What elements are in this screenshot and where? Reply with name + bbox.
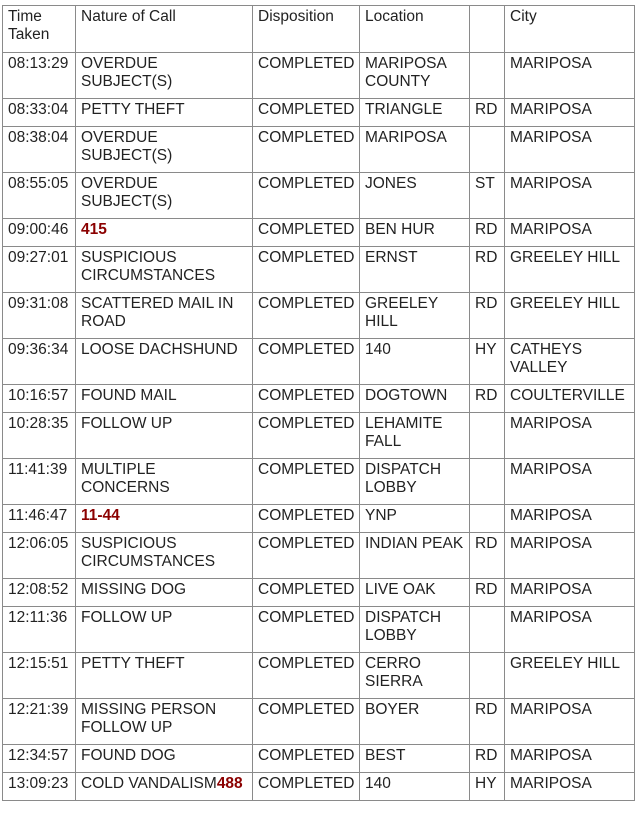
cell-disposition: COMPLETED <box>253 653 360 699</box>
cell-nature <box>76 773 253 801</box>
cell-location: LEHAMITE FALL <box>360 413 470 459</box>
cell-city: MARIPOSA <box>505 53 635 99</box>
cell-disposition: COMPLETED <box>253 127 360 173</box>
cell-suffix <box>470 127 505 173</box>
cell-time: 12:06:05 <box>3 533 76 579</box>
cell-nature <box>76 339 253 385</box>
nature-text: OVERDUE SUBJECT(S) <box>81 175 173 210</box>
cell-location: YNP <box>360 505 470 533</box>
cell-suffix: RD <box>470 579 505 607</box>
cell-disposition: COMPLETED <box>253 533 360 579</box>
cell-location: GREELEY HILL <box>360 293 470 339</box>
cell-city: MARIPOSA <box>505 579 635 607</box>
header-row <box>3 6 635 53</box>
cell-city: GREELEY HILL <box>505 247 635 293</box>
call-log-table <box>2 5 635 801</box>
nature-text: SCATTERED MAIL IN ROAD <box>81 295 234 330</box>
table-row <box>3 413 635 459</box>
call-code: 488 <box>216 775 243 792</box>
cell-disposition: COMPLETED <box>253 699 360 745</box>
cell-nature <box>76 127 253 173</box>
cell-suffix: RD <box>470 699 505 745</box>
cell-suffix <box>470 607 505 653</box>
cell-suffix: ST <box>470 173 505 219</box>
table-row <box>3 579 635 607</box>
header-location: Location <box>360 6 470 53</box>
cell-suffix: RD <box>470 385 505 413</box>
cell-disposition: COMPLETED <box>253 293 360 339</box>
cell-time: 12:08:52 <box>3 579 76 607</box>
cell-city: MARIPOSA <box>505 219 635 247</box>
nature-text: FOUND DOG <box>81 747 176 764</box>
header-suffix <box>470 6 505 53</box>
cell-city: MARIPOSA <box>505 773 635 801</box>
cell-nature <box>76 699 253 745</box>
cell-city: MARIPOSA <box>505 745 635 773</box>
cell-location: JONES <box>360 173 470 219</box>
cell-time: 11:41:39 <box>3 459 76 505</box>
table-row <box>3 533 635 579</box>
cell-disposition: COMPLETED <box>253 385 360 413</box>
cell-disposition: COMPLETED <box>253 99 360 127</box>
nature-text: PETTY THEFT <box>81 101 185 118</box>
table-row <box>3 505 635 533</box>
cell-city: MARIPOSA <box>505 173 635 219</box>
cell-city: MARIPOSA <box>505 607 635 653</box>
table-row <box>3 247 635 293</box>
cell-disposition: COMPLETED <box>253 339 360 385</box>
cell-nature <box>76 53 253 99</box>
cell-time: 13:09:23 <box>3 773 76 801</box>
cell-suffix <box>470 505 505 533</box>
cell-city: GREELEY HILL <box>505 653 635 699</box>
cell-suffix: HY <box>470 773 505 801</box>
cell-disposition: COMPLETED <box>253 219 360 247</box>
cell-location: DISPATCH LOBBY <box>360 607 470 653</box>
cell-disposition: COMPLETED <box>253 459 360 505</box>
header-city: City <box>505 6 635 53</box>
cell-time: 09:36:34 <box>3 339 76 385</box>
nature-text: SUSPICIOUS CIRCUMSTANCES <box>81 535 216 570</box>
table-row <box>3 99 635 127</box>
cell-nature <box>76 219 253 247</box>
cell-time: 08:38:04 <box>3 127 76 173</box>
cell-nature <box>76 607 253 653</box>
cell-city: GREELEY HILL <box>505 293 635 339</box>
cell-location: LIVE OAK <box>360 579 470 607</box>
table-row <box>3 173 635 219</box>
cell-suffix <box>470 459 505 505</box>
table-row <box>3 385 635 413</box>
cell-nature <box>76 385 253 413</box>
cell-suffix: RD <box>470 99 505 127</box>
table-row <box>3 773 635 801</box>
nature-text: OVERDUE SUBJECT(S) <box>81 55 173 90</box>
cell-location: BOYER <box>360 699 470 745</box>
cell-time: 08:55:05 <box>3 173 76 219</box>
cell-suffix <box>470 413 505 459</box>
cell-city: MARIPOSA <box>505 99 635 127</box>
cell-disposition: COMPLETED <box>253 247 360 293</box>
cell-disposition: COMPLETED <box>253 505 360 533</box>
cell-location: MARIPOSA <box>360 127 470 173</box>
cell-nature <box>76 653 253 699</box>
cell-time: 12:34:57 <box>3 745 76 773</box>
table-row <box>3 53 635 99</box>
cell-disposition: COMPLETED <box>253 579 360 607</box>
cell-suffix <box>470 53 505 99</box>
cell-nature <box>76 293 253 339</box>
cell-time: 09:27:01 <box>3 247 76 293</box>
table-row <box>3 745 635 773</box>
cell-location: BEST <box>360 745 470 773</box>
cell-location: 140 <box>360 339 470 385</box>
cell-nature <box>76 247 253 293</box>
table-row <box>3 293 635 339</box>
cell-disposition: COMPLETED <box>253 745 360 773</box>
table-row <box>3 607 635 653</box>
cell-suffix: HY <box>470 339 505 385</box>
nature-text: SUSPICIOUS CIRCUMSTANCES <box>81 249 216 284</box>
cell-time: 09:31:08 <box>3 293 76 339</box>
call-log <box>2 5 635 801</box>
table-row <box>3 699 635 745</box>
cell-time: 10:16:57 <box>3 385 76 413</box>
cell-time: 12:21:39 <box>3 699 76 745</box>
cell-nature <box>76 459 253 505</box>
cell-location: DOGTOWN <box>360 385 470 413</box>
cell-time: 11:46:47 <box>3 505 76 533</box>
cell-time: 10:28:35 <box>3 413 76 459</box>
cell-time: 09:00:46 <box>3 219 76 247</box>
cell-suffix: RD <box>470 219 505 247</box>
cell-disposition: COMPLETED <box>253 773 360 801</box>
header-nature: Nature of Call <box>76 6 253 53</box>
cell-nature <box>76 99 253 127</box>
cell-location: INDIAN PEAK <box>360 533 470 579</box>
nature-text: FOLLOW UP <box>81 609 173 626</box>
cell-city: MARIPOSA <box>505 533 635 579</box>
cell-location: TRIANGLE <box>360 99 470 127</box>
cell-city: MARIPOSA <box>505 413 635 459</box>
cell-nature <box>76 745 253 773</box>
cell-disposition: COMPLETED <box>253 413 360 459</box>
nature-text: COLD VANDALISM <box>81 775 217 792</box>
nature-text: FOUND MAIL <box>81 387 177 404</box>
cell-disposition: COMPLETED <box>253 607 360 653</box>
cell-city: MARIPOSA <box>505 459 635 505</box>
cell-time: 08:13:29 <box>3 53 76 99</box>
cell-suffix: RD <box>470 247 505 293</box>
header-disposition: Disposition <box>253 6 360 53</box>
cell-location: CERRO SIERRA <box>360 653 470 699</box>
nature-text: PETTY THEFT <box>81 655 185 672</box>
cell-city: CATHEYS VALLEY <box>505 339 635 385</box>
table-row <box>3 219 635 247</box>
nature-text: MULTIPLE CONCERNS <box>81 461 170 496</box>
cell-disposition: COMPLETED <box>253 53 360 99</box>
cell-time: 12:15:51 <box>3 653 76 699</box>
nature-text: FOLLOW UP <box>81 415 173 432</box>
nature-text: LOOSE DACHSHUND <box>81 341 238 358</box>
cell-nature <box>76 505 253 533</box>
cell-nature <box>76 173 253 219</box>
nature-text: MISSING PERSON FOLLOW UP <box>81 701 217 736</box>
cell-location: DISPATCH LOBBY <box>360 459 470 505</box>
cell-nature <box>76 579 253 607</box>
cell-suffix: RD <box>470 293 505 339</box>
table-row <box>3 459 635 505</box>
cell-nature <box>76 413 253 459</box>
table-row <box>3 339 635 385</box>
header-time: Time Taken <box>3 6 76 53</box>
table-row <box>3 653 635 699</box>
nature-text: MISSING DOG <box>81 581 187 598</box>
cell-city: MARIPOSA <box>505 505 635 533</box>
cell-location: BEN HUR <box>360 219 470 247</box>
nature-text: OVERDUE SUBJECT(S) <box>81 129 173 164</box>
cell-city: MARIPOSA <box>505 699 635 745</box>
cell-city: MARIPOSA <box>505 127 635 173</box>
cell-nature <box>76 533 253 579</box>
cell-suffix: RD <box>470 745 505 773</box>
table-row <box>3 127 635 173</box>
cell-location: ERNST <box>360 247 470 293</box>
cell-time: 08:33:04 <box>3 99 76 127</box>
cell-location: MARIPOSA COUNTY <box>360 53 470 99</box>
cell-city: COULTERVILLE <box>505 385 635 413</box>
call-code: 415 <box>81 221 107 238</box>
cell-suffix: RD <box>470 533 505 579</box>
cell-disposition: COMPLETED <box>253 173 360 219</box>
cell-suffix <box>470 653 505 699</box>
cell-time: 12:11:36 <box>3 607 76 653</box>
call-code: 11-44 <box>81 507 120 524</box>
cell-location: 140 <box>360 773 470 801</box>
